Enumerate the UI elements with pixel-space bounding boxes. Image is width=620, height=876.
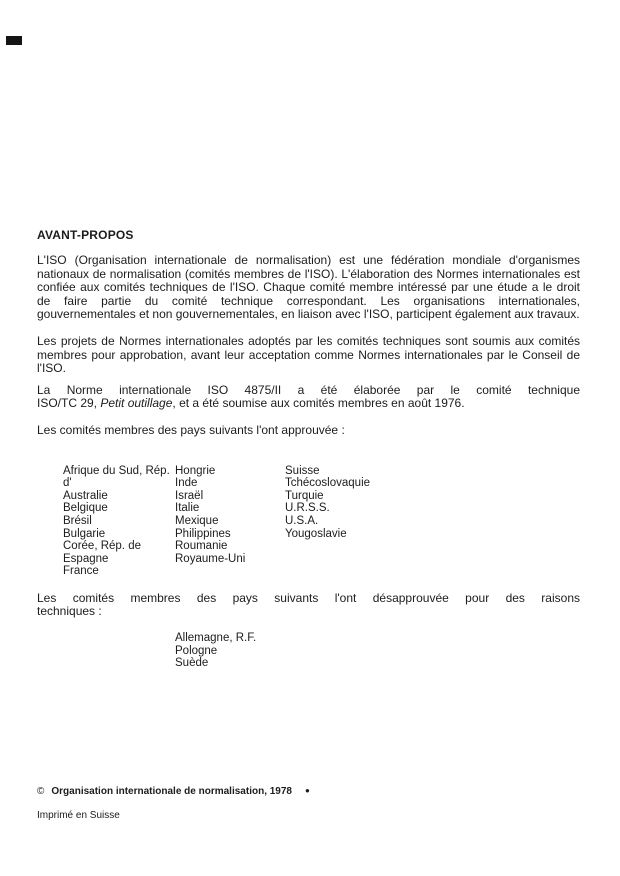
country-item: Afrique du Sud, Rép. d' [63, 464, 170, 490]
standard-origin-line-2 [37, 397, 580, 411]
approved-intro-text: Les comités membres des pays suivants l'ont approuvée : [37, 422, 345, 437]
approved-countries-col-2 [175, 465, 285, 578]
approved-countries-columns [63, 465, 580, 578]
footer [37, 786, 310, 821]
country-item: Tchécoslovaquie [285, 477, 371, 490]
country-item: Turquie [285, 489, 324, 502]
country-item: Espagne [63, 552, 109, 565]
binding-mark [6, 36, 22, 45]
country-item: Yougoslavie [285, 527, 347, 540]
document-page [37, 228, 580, 670]
disapproved-intro-line-1: Les comités membres des pays suivants l'ont désapprouvée pour des raisons [37, 590, 580, 605]
paragraph-standard-origin [37, 384, 580, 411]
paragraph-iso-foreword: L'ISO (Organisation internationale de normalisation) est une fédération mondiale d'organismes nationaux de normalisation (comités membres de l'ISO). L'élaboration des Normes internationales est confiée aux comités techniques de l'ISO. Chaque comité membre intéressé par une étude a le droit de faire partie du comité technique correspondant. Les organisations internationales, gouvernementales et non gouvernementales, en liaison avec l'ISO, participent également aux travaux. [37, 253, 580, 322]
disapproved-countries-list [175, 632, 580, 670]
country-item: Inde [175, 477, 198, 490]
country-item: Pologne [175, 644, 218, 657]
committee-title-italic: Petit outillage [100, 396, 173, 411]
country-item: Bulgarie [63, 527, 106, 540]
country-item: France [63, 565, 99, 578]
copyright-text: Organisation internationale de normalisation, 1978 [51, 786, 292, 797]
footer-bullet-icon: ● [305, 786, 310, 795]
paragraph-draft-approval: Les projets de Normes internationales adoptés par les comités techniques sont soumis aux comités membres pour approbation, avant leur acceptation comme Normes internationales par le Conseil de l'ISO. [37, 333, 580, 376]
country-item: Mexique [175, 514, 219, 527]
standard-origin-line-1: La Norme internationale ISO 4875/II a été élaborée par le comité technique [37, 382, 580, 397]
country-item: Brésil [63, 514, 92, 527]
country-item: Suède [175, 657, 209, 670]
page-title: AVANT-PROPOS [37, 228, 134, 242]
standard-origin-line-2-prefix: ISO/TC 29, [37, 396, 101, 411]
copyright-symbol: © [37, 786, 45, 797]
copyright-line [37, 786, 310, 797]
disapproved-intro-line-2: techniques : [37, 604, 102, 619]
country-item: U.S.A. [285, 514, 319, 527]
country-item: Allemagne, R.F. [175, 632, 257, 645]
country-item: U.R.S.S. [285, 502, 330, 515]
country-item: Australie [63, 489, 108, 502]
disapproved-intro-text [37, 592, 580, 619]
country-item: Italie [175, 502, 200, 515]
printed-in-text: Imprimé en Suisse [37, 810, 120, 821]
country-item: Corée, Rép. de [63, 540, 141, 553]
country-item: Royaume-Uni [175, 552, 246, 565]
country-item: Hongrie [175, 464, 216, 477]
approved-countries-col-3 [285, 465, 370, 578]
country-item: Israël [175, 489, 204, 502]
standard-origin-line-2-suffix: , et a été soumise aux comités membres en août 1976. [172, 396, 465, 411]
country-item: Suisse [285, 464, 320, 477]
country-item: Roumanie [175, 540, 228, 553]
country-item: Philippines [175, 527, 231, 540]
country-item: Belgique [63, 502, 108, 515]
approved-countries-col-1 [63, 465, 175, 578]
